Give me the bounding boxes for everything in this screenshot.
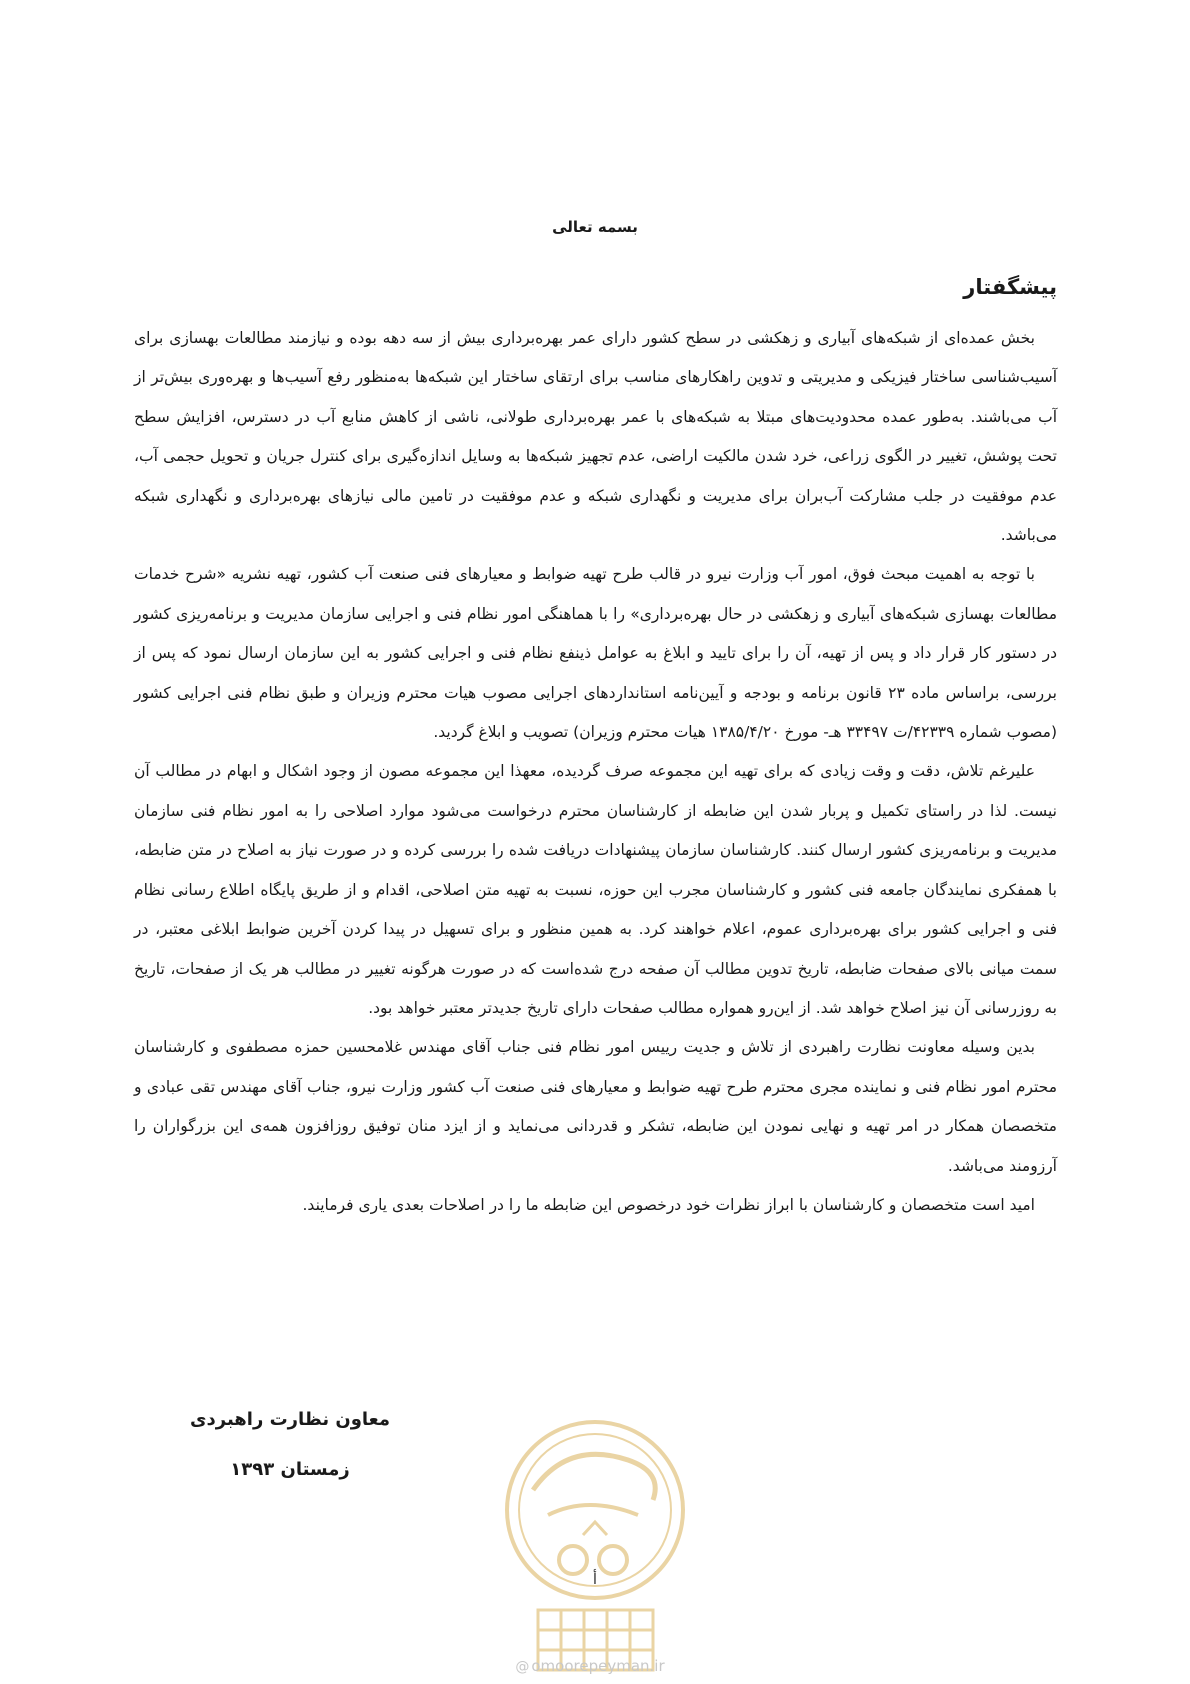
signature-date: زمستان ۱۳۹۳: [230, 1459, 350, 1480]
bismillah-heading: بسمه تعالی: [552, 218, 638, 236]
page-number: أ: [592, 1570, 598, 1588]
paragraph: امید است متخصصان و کارشناسان با ابراز نظرات خود درخصوص این ضابطه ما را در اصلاحات بعدی یاری فرمایند.: [302, 1195, 1035, 1214]
paragraph: بخش عمده‌ای از شبکه‌های آبیاری و زهکشی در سطح کشور دارای عمر بهره‌برداری بیش از سه دهه بوده و نیازمند مطالعات بهسازی برای آسیب‌شناسی ساختار فیزیکی و مدیریتی و تدوین راهکارهای مناسب برای ارتقای ساختار این شبکه‌ها به‌منظور رفع آسیب‌ها و بهره‌وری بیش‌تر از آب می‌باشند. به‌طور عمده محدودیت‌های مبتلا به شبکه‌های با عمر بهره‌برداری طولانی، ناشی از کاهش منابع آب در دسترس، افزایش سطح تحت پوشش، تغییر در الگوی زراعی، خرد شدن مالکیت اراضی، عدم تجهیز شبکه‌ها به وسایل اندازه‌گیری برای کنترل جریان و تحویل حجمی آب، عدم موفقیت در جلب مشارکت آب‌بران برای مدیریت و نگهداری شبکه و عدم موفقیت در تامین مالی نیازهای بهره‌برداری و نگهداری شبکه می‌باشد.: [134, 329, 1057, 545]
watermark-logo-icon: [488, 1410, 703, 1680]
paragraph: بدین وسیله معاونت نظارت راهبردی از تلاش و جدیت رییس امور نظام فنی جناب آقای مهندس غلامحسین حمزه مصطفوی و کارشناسان محترم امور نظام فنی و نماینده مجری محترم طرح تهیه ضوابط و معیارهای فنی صنعت آب کشور وزارت نیرو، جناب آقای مهندس تقی عبادی و متخصصان همکار در امر تهیه و نهایی نمودن این ضابطه، تشکر و قدردانی می‌نماید و از ایزد منان توفیق روزافزون همه‌ی این بزرگواران را آرزومند می‌باشد.: [134, 1038, 1057, 1175]
paragraph: با توجه به اهمیت مبحث فوق، امور آب وزارت نیرو در قالب طرح تهیه ضوابط و معیارهای فنی صنعت آب کشور، تهیه نشریه «شرح خدمات مطالعات بهسازی شبکه‌های آبیاری و زهکشی در حال بهره‌برداری» را با هماهنگی امور نظام فنی و اجرایی سازمان مدیریت و برنامه‌ریزی کشور در دستور کار قرار داد و پس از تهیه، آن را برای تایید و ابلاغ به عوامل ذینفع نظام فنی و اجرایی کشور به این سازمان ارسال نمود که پس از بررسی، براساس ماده ۲۳ قانون برنامه و بودجه و آیین‌نامه استانداردهای اجرایی مصوب هیات محترم وزیران و طبق نظام فنی اجرایی کشور (مصوب شماره ۴۲۳۳۹/ت ۳۳۴۹۷ هـ- مورخ ۱۳۸۵/۴/۲۰ هیات محترم وزیران) تصویب و ابلاغ گردید.: [134, 565, 1057, 742]
watermark-site-text: omoorepeyman.ir: [531, 1657, 665, 1675]
paragraph: علیرغم تلاش، دقت و وقت زیادی که برای تهیه این مجموعه صرف گردیده، معهذا این مجموعه مصون از وجود اشکال و ابهام در مطالب آن نیست. لذا در راستای تکمیل و پربار شدن این ضابطه از کارشناسان محترم درخواست می‌شود موارد اصلاحی را به امور نظام فنی سازمان مدیریت و برنامه‌ریزی کشور ارسال کنند. کارشناسان سازمان پیشنهادات دریافت شده را بررسی کرده و در صورت نیاز به اصلاح در متن ضابطه، با همفکری نمایندگان جامعه فنی کشور و کارشناسان مجرب این حوزه، نسبت به تهیه متن اصلاحی، اقدام و از طریق پایگاه اطلاع رسانی نظام فنی و اجرایی کشور برای بهره‌برداری عموم، اعلام خواهند کرد. به همین منظور و برای تسهیل در پیدا کردن آخرین ضوابط ابلاغی معتبر، در سمت میانی بالای صفحات ضابطه، تاریخ تدوین مطالب آن صفحه درج شده‌است که در صورت هرگونه تغییر در مطالب هر یک از صفحات، تاریخ به روزرسانی آن نیز اصلاح خواهد شد. از این‌رو همواره مطالب صفحات دارای تاریخ جدیدتر معتبر خواهد بود.: [134, 762, 1057, 1017]
signature-title: معاون نظارت راهبردی: [190, 1409, 390, 1430]
body-text: [134, 319, 1057, 1225]
watermark-site: [490, 1657, 690, 1675]
page-title: پیشگفتار: [963, 275, 1057, 299]
at-icon: @: [515, 1659, 530, 1675]
signature-block: [190, 1395, 390, 1495]
